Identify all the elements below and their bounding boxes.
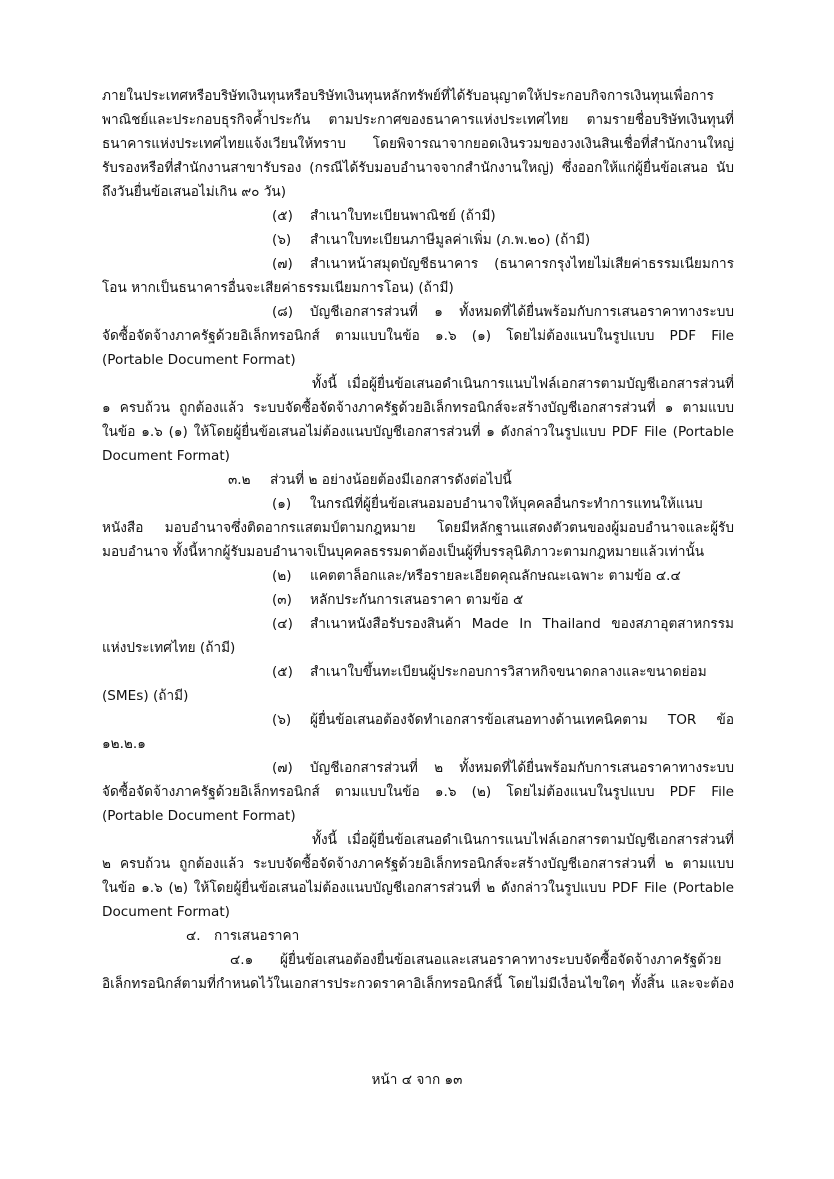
paragraph-line: ทั้งนี้ เมื่อผู้ยื่นข้อเสนอดำเนินการแนบไฟล์เอกสารตามบัญชีเอกสารส่วนที่ [312,832,734,848]
paragraph-line: ๒ ครบถ้วน ถูกต้องแล้ว ระบบจัดซื้อจัดจ้างภาครัฐด้วยอิเล็กทรอนิกส์จะสร้างบัญชีเอกสารส่วนที่ ๒ ตามแบบ [102,856,734,872]
section-number: ๔. [186,928,201,944]
item-number: (๑) [272,496,292,512]
item-text: สำเนาใบทะเบียนภาษีมูลค่าเพิ่ม (ภ.พ.๒๐) (ถ้ามี) [310,232,591,248]
paragraph-line: มอบอำนาจ ทั้งนี้หากผู้รับมอบอำนาจเป็นบุคคลธรรมดาต้องเป็นผู้ที่บรรลุนิติภาวะตามกฎหมายแล้วเท่านั้น [102,544,705,560]
paragraph-line: ๑๒.๒.๑ [102,736,146,752]
paragraph-line: จัดซื้อจัดจ้างภาครัฐด้วยอิเล็กทรอนิกส์ ตามแบบในข้อ ๑.๖ (๒) โดยไม่ต้องแนบในรูปแบบ PDF File [102,784,734,800]
item-number: (๕) [272,208,293,224]
section-number: ๔.๑ [230,952,254,968]
paragraph-line: อิเล็กทรอนิกส์ตามที่กำหนดไว้ในเอกสารประกวดราคาอิเล็กทรอนิกส์นี้ โดยไม่มีเงื่อนไขใดๆ ทั้งสิ้น และจะต้อง [102,976,734,992]
page-number: หน้า ๔ จาก ๑๓ [371,1072,463,1088]
item-text: สำเนาใบทะเบียนพาณิชย์ (ถ้ามี) [310,208,496,224]
paragraph-line: ถึงวันยื่นข้อเสนอไม่เกิน ๙๐ วัน) [102,184,287,200]
paragraph-line: ภายในประเทศหรือบริษัทเงินทุนหรือบริษัทเงินทุนหลักทรัพย์ที่ได้รับอนุญาตให้ประกอบกิจการเงินทุนเพื่อการ [102,88,714,104]
item-text: สำเนาหนังสือรับรองสินค้า Made In Thailand ของสภาอุตสาหกรรม [310,616,734,632]
paragraph-line: ในข้อ ๑.๖ (๑) ให้โดยผู้ยื่นข้อเสนอไม่ต้องแนบบัญชีเอกสารส่วนที่ ๑ ดังกล่าวในรูปแบบ PDF File (Portable [102,424,734,440]
item-number: (๕) [272,664,293,680]
paragraph-line: โอน หากเป็นธนาคารอื่นจะเสียค่าธรรมเนียมการโอน) (ถ้ามี) [102,280,454,296]
section-number: ๓.๒ [228,472,251,488]
item-number: (๖) [272,232,292,248]
item-text: บัญชีเอกสารส่วนที่ ๒ ทั้งหมดที่ได้ยื่นพร้อมกับการเสนอราคาทางระบบ [310,760,734,776]
item-number: (๔) [272,616,293,632]
item-text: ผู้ยื่นข้อเสนอต้องยื่นข้อเสนอและเสนอราคาทางระบบจัดซื้อจัดจ้างภาครัฐด้วย [280,952,722,968]
paragraph-line: (Portable Document Format) [102,352,296,368]
paragraph-line: ธนาคารแห่งประเทศไทยแจ้งเวียนให้ทราบ โดยพิจารณาจากยอดเงินรวมของวงเงินสินเชื่อที่สำนักงานใหญ่ [102,136,734,152]
paragraph-line: (SMEs) (ถ้ามี) [102,688,189,704]
item-text: แคตตาล็อกและ/หรือรายละเอียดคุณลักษณะเฉพาะ ตามข้อ ๔.๔ [310,568,681,584]
item-number: (๓) [272,592,292,608]
paragraph-line: Document Format) [102,448,230,464]
paragraph-line: จัดซื้อจัดจ้างภาครัฐด้วยอิเล็กทรอนิกส์ ตามแบบในข้อ ๑.๖ (๑) โดยไม่ต้องแนบในรูปแบบ PDF File [102,328,734,344]
paragraph-line: (Portable Document Format) [102,808,296,824]
item-number: (๗) [272,256,293,272]
item-number: (๗) [272,760,293,776]
paragraph-line: ในข้อ ๑.๖ (๒) ให้โดยผู้ยื่นข้อเสนอไม่ต้องแนบบัญชีเอกสารส่วนที่ ๒ ดังกล่าวในรูปแบบ PDF File (Portable [102,880,734,896]
paragraph-line: แห่งประเทศไทย (ถ้ามี) [102,640,236,656]
item-number: (๘) [272,304,294,320]
section-heading: การเสนอราคา [214,928,300,944]
item-text: บัญชีเอกสารส่วนที่ ๑ ทั้งหมดที่ได้ยื่นพร้อมกับการเสนอราคาทางระบบ [310,304,734,320]
paragraph-line: หนังสือ มอบอำนาจซึ่งติดอากรแสตมป์ตามกฎหมาย โดยมีหลักฐานแสดงตัวตนของผู้มอบอำนาจและผู้รับ [102,520,734,536]
paragraph-line: ๑ ครบถ้วน ถูกต้องแล้ว ระบบจัดซื้อจัดจ้างภาครัฐด้วยอิเล็กทรอนิกส์จะสร้างบัญชีเอกสารส่วนที่ ๑ ตามแบบ [102,400,734,416]
item-text: ผู้ยื่นข้อเสนอต้องจัดทำเอกสารข้อเสนอทางด้านเทคนิคตาม TOR ข้อ [310,712,734,728]
item-number: (๖) [272,712,292,728]
paragraph-line: Document Format) [102,904,230,920]
item-text: สำเนาใบขึ้นทะเบียนผู้ประกอบการวิสาหกิจขนาดกลางและขนาดย่อม [310,664,707,680]
item-text: หลักประกันการเสนอราคา ตามข้อ ๕ [310,592,524,608]
item-number: (๒) [272,568,292,584]
paragraph-line: รับรองหรือที่สำนักงานสาขารับรอง (กรณีได้รับมอบอำนาจจากสำนักงานใหญ่) ซึ่งออกให้แก่ผู้ยื่นข้อเสนอ นับ [102,160,734,176]
item-text: ในกรณีที่ผู้ยื่นข้อเสนอมอบอำนาจให้บุคคลอื่นกระทำการแทนให้แนบ [310,496,703,512]
item-text: สำเนาหน้าสมุดบัญชีธนาคาร (ธนาคารกรุงไทยไม่เสียค่าธรรมเนียมการ [310,256,734,272]
section-heading: ส่วนที่ ๒ อย่างน้อยต้องมีเอกสารดังต่อไปนี้ [270,472,512,488]
paragraph-line: พาณิชย์และประกอบธุรกิจค้ำประกัน ตามประกาศของธนาคารแห่งประเทศไทย ตามรายชื่อบริษัทเงินทุนที่ [102,112,734,128]
paragraph-line: ทั้งนี้ เมื่อผู้ยื่นข้อเสนอดำเนินการแนบไฟล์เอกสารตามบัญชีเอกสารส่วนที่ [312,376,734,392]
